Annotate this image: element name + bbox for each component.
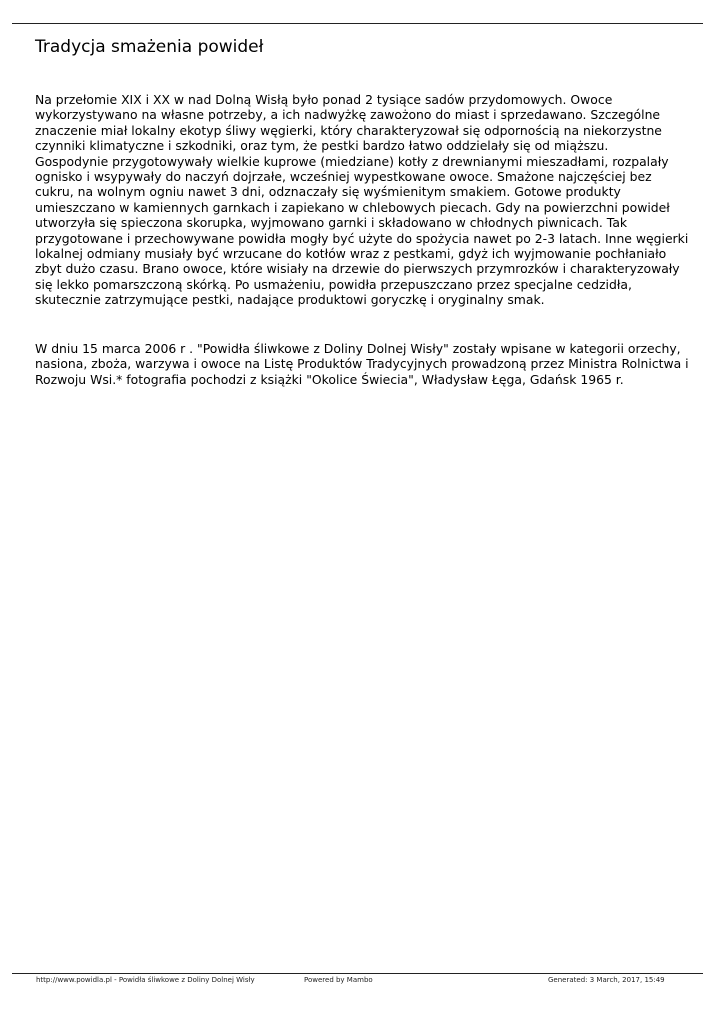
- header-rule: [12, 23, 703, 24]
- paragraph-line: lokalnej odmiany musiały być wrzucane do kotłów wraz z pestkami, gdyż ich wyjmowanie pochłaniało: [35, 246, 667, 262]
- footer-powered-by: Powered by Mambo: [304, 976, 373, 984]
- paragraph-registration: [35, 341, 699, 387]
- paragraph-line: wykorzystywano na własne potrzeby, a ich nadwyżkę zawożono do miast i sprzedawano. Szczególne: [35, 107, 661, 123]
- paragraph-line: znaczenie miał lokalny ekotyp śliwy węgierki, który charakteryzował się odpornością na niekorzystne: [35, 122, 662, 138]
- paragraph-line: się lekko pomarszczoną skórką. Po usmażeniu, powidła przepuszczano przez specjalne cedzidła,: [35, 276, 632, 292]
- footer-url: http://www.powidla.pl - Powidła śliwkowe z Doliny Dolnej Wisły: [36, 976, 255, 984]
- footer-generated-date: Generated: 3 March, 2017, 15:49: [548, 976, 665, 984]
- paragraph-line: Gospodynie przygotowywały wielkie kuprowe (miedziane) kotły z drewnianymi mieszadłami, rozpalały: [35, 153, 669, 169]
- paragraph-line: skutecznie zatrzymujące pestki, nadające produktowi goryczkę i oryginalny smak.: [35, 292, 545, 308]
- paragraph-line: ognisko i wsypywały do naczyń dojrzałe, wcześniej wypestkowane owoce. Smażone najczęściej bez: [35, 169, 652, 185]
- paragraph-line: Rozwoju Wsi.* fotografia pochodzi z książki "Okolice Świecia", Władysław Łęga, Gdańsk 1965 r.: [35, 371, 624, 387]
- paragraph-line: utworzyła się spieczona skorupka, wyjmowano garnki i składowano w chłodnych piwnicach. Tak: [35, 215, 628, 231]
- paragraph-line: umieszczano w kamiennych garnkach i zapiekano w chlebowych piecach. Gdy na powierzchni powideł: [35, 199, 670, 215]
- paragraph-history: [35, 92, 699, 308]
- paragraph-line: nasiona, zboża, warzywa i owoce na Listę Produktów Tradycyjnych prowadzoną przez Ministra Rolnictwa i: [35, 356, 689, 372]
- paragraph-line: W dniu 15 marca 2006 r . "Powidła śliwkowe z Doliny Dolnej Wisły" zostały wpisane w kategorii orzechy,: [35, 341, 681, 356]
- paragraph-line: zbyt dużo czasu. Brano owoce, które wisiały na drzewie do pierwszych przymrozków i charakteryzowały: [35, 261, 680, 277]
- footer-rule: [12, 973, 703, 974]
- paragraph-line: Na przełomie XIX i XX w nad Dolną Wisłą było ponad 2 tysiące sadów przydomowych. Owoce: [35, 92, 613, 107]
- paragraph-line: czynniki klimatyczne i szkodniki, oraz tym, że pestki bardzo łatwo oddzielały się od miąższu.: [35, 138, 609, 154]
- paragraph-line: cukru, na wolnym ogniu nawet 3 dni, odznaczały się wyśmienitym smakiem. Gotowe produkty: [35, 184, 621, 200]
- paragraph-line: przygotowane i przechowywane powidła mogły być użyte do spożycia nawet po 2-3 latach. Inne węgierki: [35, 230, 689, 246]
- page-title: Tradycja smażenia powideł: [35, 37, 264, 57]
